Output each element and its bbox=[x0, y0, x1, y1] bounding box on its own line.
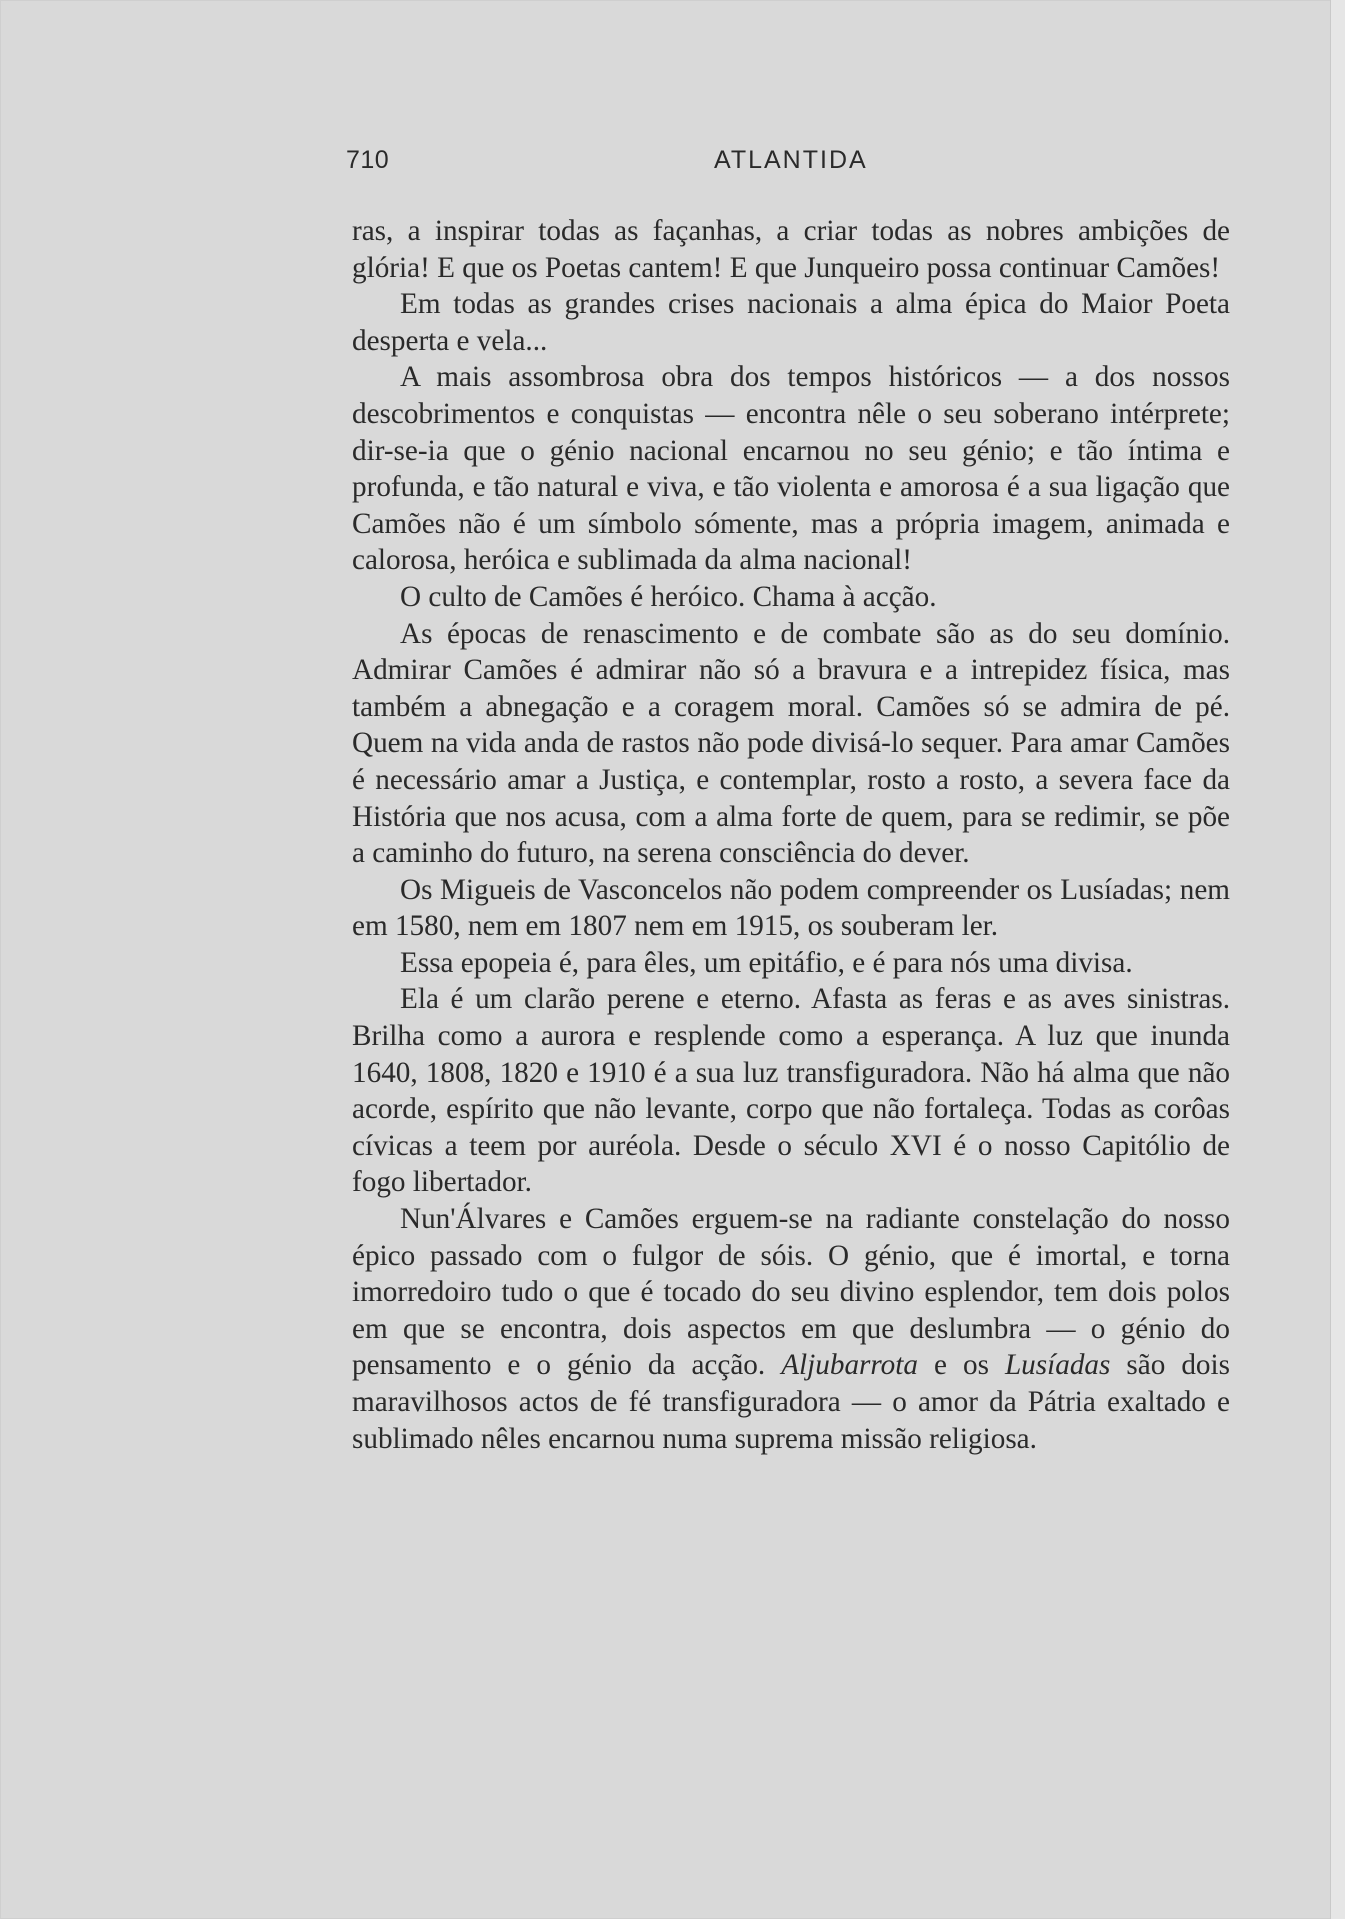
paragraph: A mais assombrosa obra dos tempos históricos — a dos nossos descobrimentos e conquistas — encontra nêle o seu soberano intérprete; dir-se-ia que o génio nacional encarnou no seu génio; e tão íntima e profunda, e tão natural e viva, e tão violenta e amorosa é a sua ligação que Camões não é um símbolo sómente, mas a própria imagem, animada e calorosa, heróica e sublimada da alma nacional! bbox=[352, 361, 1230, 577]
page-number: 710 bbox=[346, 146, 390, 174]
paragraph: As épocas de renascimento e de combate são as do seu domínio. Admirar Camões é admirar não só a bravura e a intrepidez física, mas também a abnegação e a coragem moral. Camões só se admira de pé. Quem na vida anda de rastos não pode divisá-lo sequer. Para amar Camões é necessário amar a Justiça, e contemplar, rosto a rosto, a severa face da História que nos acusa, com a alma forte de quem, para se redimir, se põe a caminho do futuro, na serena consciência do dever. bbox=[352, 617, 1230, 870]
paragraph-last bbox=[352, 1201, 1230, 1457]
running-title: ATLANTIDA bbox=[714, 146, 868, 174]
italic-title-aljubarrota: Aljubarrota bbox=[781, 1349, 918, 1382]
italic-title-lusiadas: Lusíadas bbox=[1004, 1349, 1111, 1382]
body-text bbox=[352, 213, 1230, 1457]
paragraph: Essa epopeia é, para êles, um epitáfio, e é para nós uma divisa. bbox=[400, 946, 1133, 979]
page-edge bbox=[1330, 0, 1345, 1919]
paragraph: Os Migueis de Vasconcelos não podem compreender os Lusíadas; nem em 1580, nem em 1807 nem em 1915, os souberam ler. bbox=[352, 873, 1230, 943]
paragraph: O culto de Camões é heróico. Chama à acção. bbox=[400, 580, 937, 613]
paragraph: ras, a inspirar todas as façanhas, a criar todas as nobres ambições de glória! E que os Poetas cantem! E que Junqueiro possa continuar Camões! bbox=[352, 215, 1230, 284]
running-head bbox=[346, 146, 1226, 180]
paragraph: Ela é um clarão perene e eterno. Afasta as feras e as aves sinistras. Brilha como a aurora e resplende como a esperança. A luz que inunda 1640, 1808, 1820 e 1910 é a sua luz transfiguradora. Não há alma que não acorde, espírito que não levante, corpo que não fortaleça. Todas as corôas cívicas a teem por auréola. Desde o século XVI é o nosso Capitólio de fogo libertador. bbox=[352, 983, 1230, 1199]
paragraph-text: são dois maravilhosos actos de fé transfiguradora — o amor da Pátria exaltado e sublimado nêles encarnou numa suprema missão religiosa. bbox=[352, 1349, 1230, 1455]
paragraph-text: e os bbox=[917, 1349, 1005, 1382]
paragraph-text: Nun'Álvares e Camões erguem-se na radiante constelação do nosso épico passado com o fulgor de sóis. O génio, que é imortal, e torna imorredoiro tudo o que é tocado do seu divino esplendor, tem dois polos em que se encontra, dois aspectos em que deslumbra — o génio do pensamento e o génio da acção. bbox=[352, 1203, 1230, 1382]
paragraph: Em todas as grandes crises nacionais a alma épica do Maior Poeta desperta e vela... bbox=[352, 288, 1230, 357]
